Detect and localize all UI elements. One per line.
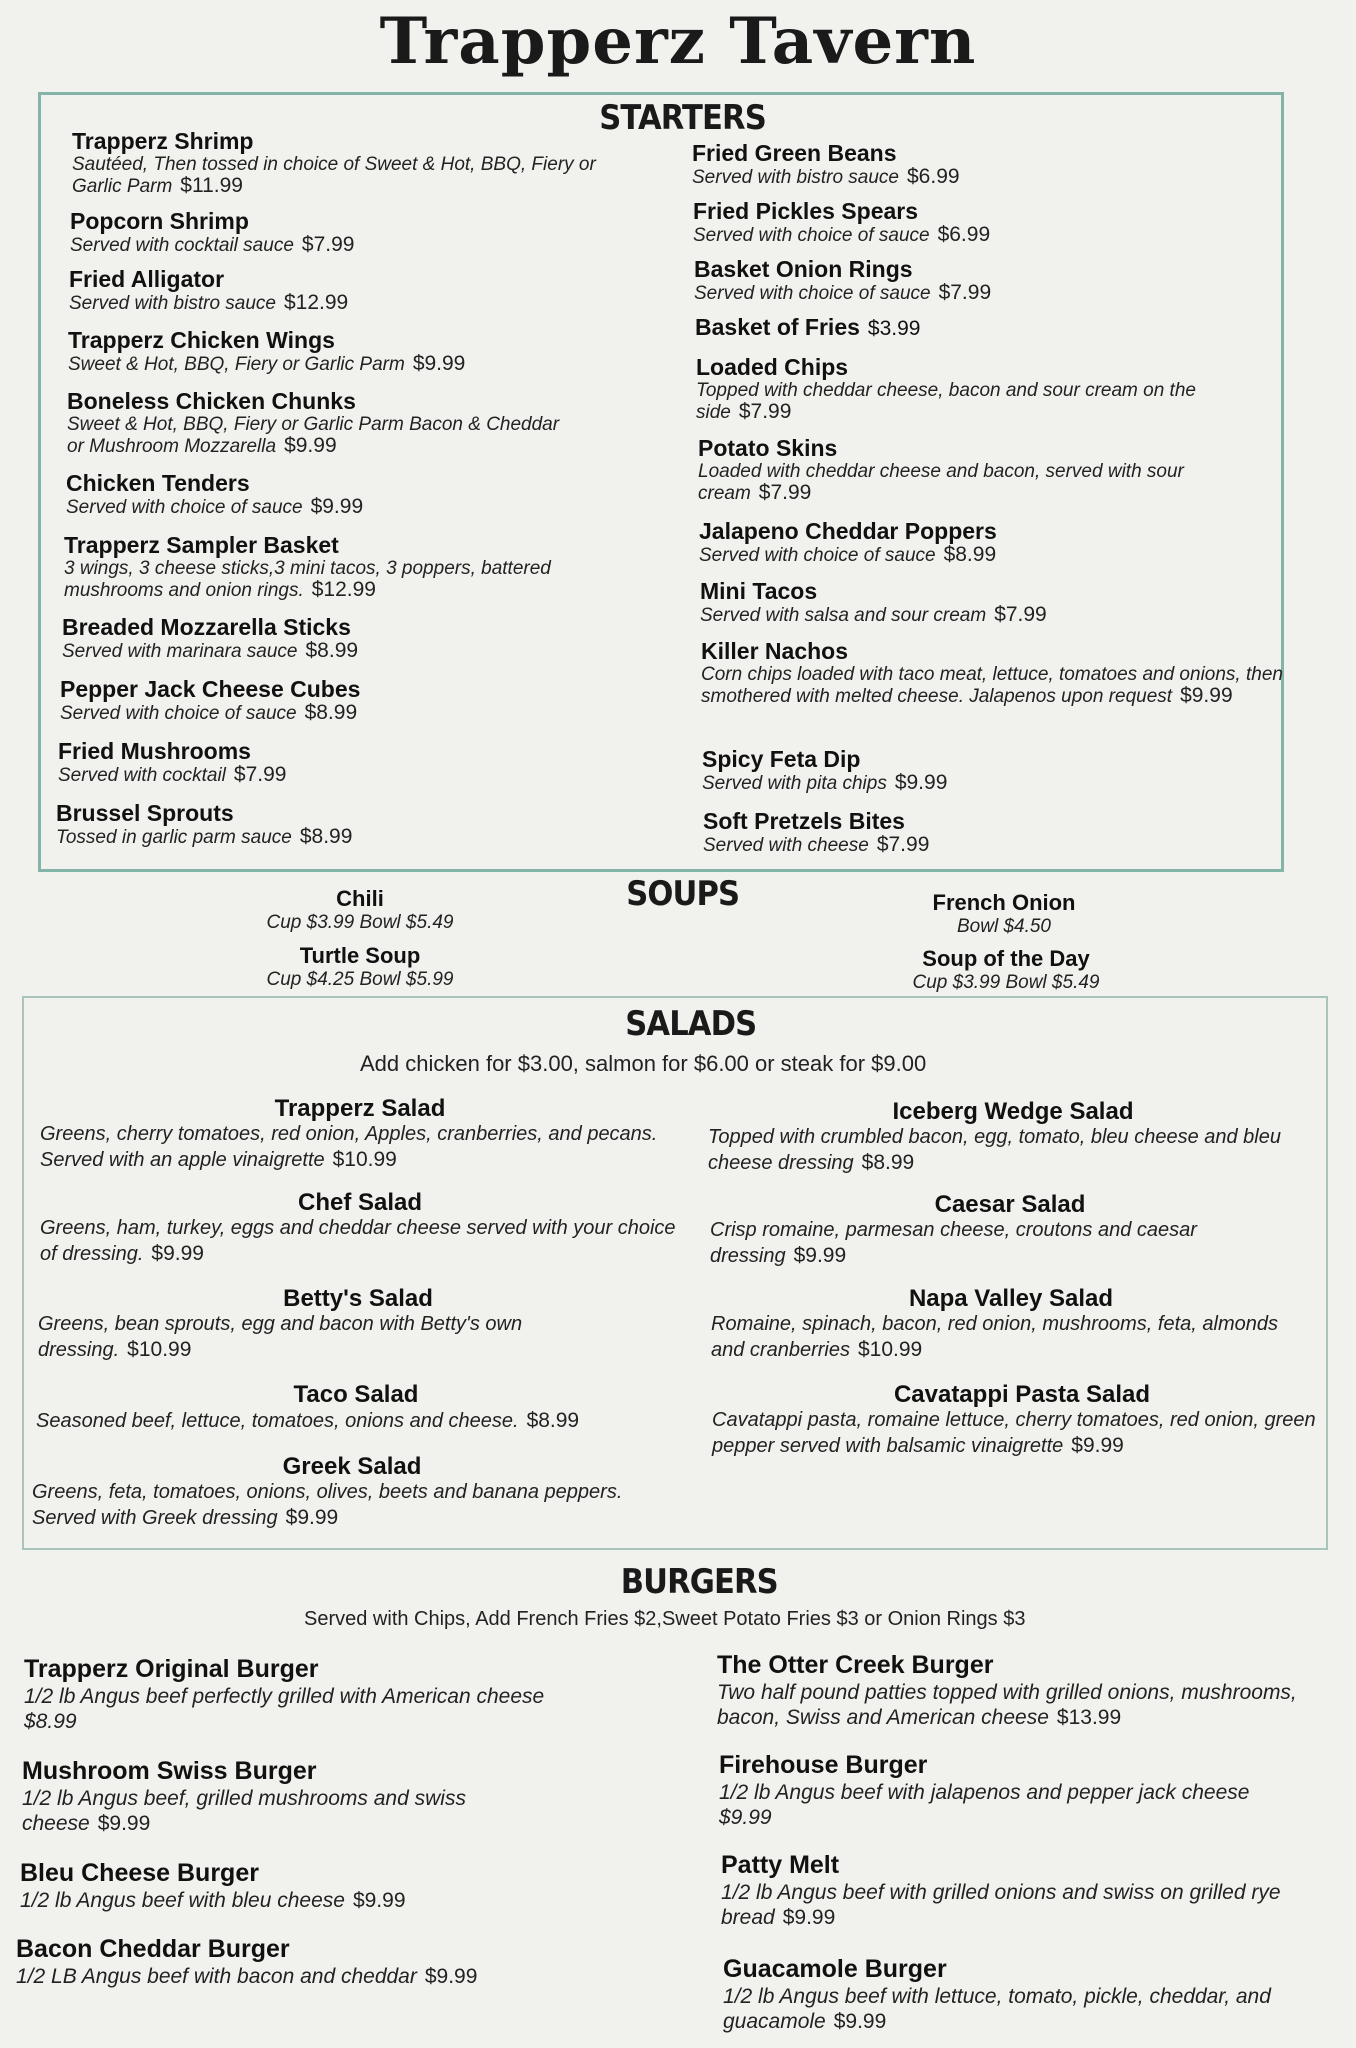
menu-item xyxy=(16,1934,656,1989)
item-desc: 1/2 LB Angus beef with bacon and cheddar xyxy=(16,1965,417,1988)
menu-item xyxy=(38,1286,678,1363)
item-desc: Served with choice of sauce xyxy=(694,283,931,304)
item-name: Fried Alligator xyxy=(69,266,225,292)
item-price: $8.99 xyxy=(299,825,353,848)
menu-item xyxy=(723,1954,1353,2034)
item-desc: 1/2 lb Angus beef with grilled onions and swiss on grilled rye bread xyxy=(721,1881,1281,1929)
item-name: Jalapeno Cheddar Poppers xyxy=(699,518,997,544)
item-name: Soup of the Day xyxy=(922,946,1090,971)
item-price: $9.99 xyxy=(284,434,337,457)
item-desc: Served with cocktail xyxy=(58,765,226,786)
item-name: Trapperz Salad xyxy=(274,1095,446,1122)
item-desc: Served with cheese xyxy=(703,835,869,856)
item-name: Trapperz Original Burger xyxy=(24,1655,319,1683)
item-name: Trapperz Sampler Basket xyxy=(64,532,339,558)
item-desc: Served with choice of sauce xyxy=(60,703,297,724)
item-desc: Cavatappi pasta, romaine lettuce, cherry tomatoes, red onion, green pepper served with balsamic vinaigrette xyxy=(712,1409,1316,1457)
item-price: $9.99 xyxy=(894,771,948,794)
item-price: $10.99 xyxy=(127,1338,192,1361)
item-name: Taco Salad xyxy=(293,1381,419,1408)
item-desc: Tossed in garlic parm sauce xyxy=(56,827,292,848)
item-price: $12.99 xyxy=(311,578,376,601)
menu-item xyxy=(712,1382,1332,1459)
item-name: Trapperz Shrimp xyxy=(72,128,254,154)
item-name: Chef Salad xyxy=(297,1189,423,1216)
item-name: Brussel Sprouts xyxy=(56,800,234,826)
item-price: $9.99 xyxy=(151,1242,204,1265)
menu-item xyxy=(702,746,1262,794)
item-price: $10.99 xyxy=(857,1338,923,1361)
item-price: $8.99 xyxy=(24,1710,77,1733)
item-desc: Crisp romaine, parmesan cheese, croutons and caesar dressing xyxy=(710,1219,1197,1267)
item-desc: Loaded with cheddar cheese and bacon, served with sour cream xyxy=(698,461,1184,504)
item-price: $8.99 xyxy=(861,1151,915,1174)
item-name: Guacamole Burger xyxy=(723,1955,947,1983)
item-name: Iceberg Wedge Salad xyxy=(892,1098,1134,1125)
item-desc: Served with marinara sauce xyxy=(62,641,298,662)
item-price: Bowl $4.50 xyxy=(956,916,1051,937)
item-desc: Sweet & Hot, BBQ, Fiery or Garlic Parm xyxy=(68,354,405,375)
item-name: Soft Pretzels Bites xyxy=(703,808,905,834)
item-price: Cup $4.25 xyxy=(266,969,355,990)
item-price: $9.99 xyxy=(1071,1434,1124,1457)
item-desc: Served with choice of sauce xyxy=(699,545,936,566)
menu-item xyxy=(711,1286,1311,1363)
menu-item xyxy=(36,1382,676,1434)
item-price: $8.99 xyxy=(305,639,359,662)
menu-item xyxy=(20,1858,650,1913)
item-price: $7.99 xyxy=(301,233,355,256)
item-price: $6.99 xyxy=(907,165,960,188)
item-desc: Served with choice of sauce xyxy=(693,225,930,246)
menu-item xyxy=(70,208,630,256)
item-name: Fried Mushrooms xyxy=(58,738,251,764)
item-desc: Served with bistro sauce xyxy=(692,167,899,188)
item-desc: 1/2 lb Angus beef with bleu cheese xyxy=(20,1889,345,1912)
item-desc: 1/2 lb Angus beef, grilled mushrooms and swiss cheese xyxy=(22,1787,466,1835)
menu-item xyxy=(708,1099,1318,1176)
burgers-sides-note: Served with Chips, Add French Fries $2,Sweet Potato Fries $3 or Onion Rings $3 xyxy=(304,1608,1026,1630)
item-price: $10.99 xyxy=(332,1148,397,1171)
item-desc: Served with salsa and sour cream xyxy=(700,605,987,626)
item-price: $9.99 xyxy=(310,495,364,518)
menu-item xyxy=(694,256,1254,304)
menu-item xyxy=(210,943,510,990)
item-price: $9.99 xyxy=(352,1889,406,1912)
menu-item xyxy=(32,1454,672,1531)
item-desc: Greens, feta, tomatoes, onions, olives, beets and banana peppers. Served with Greek dressing xyxy=(32,1481,623,1529)
item-price: $9.99 xyxy=(97,1812,151,1835)
item-desc: Served with pita chips xyxy=(702,773,887,794)
item-name: Cavatappi Pasta Salad xyxy=(893,1381,1151,1408)
menu-item xyxy=(56,800,616,848)
item-desc: 1/2 lb Angus beef perfectly grilled with American cheese xyxy=(24,1685,545,1708)
item-price: Bowl $5.49 xyxy=(359,912,454,933)
item-price: $9.99 xyxy=(782,1906,836,1929)
menu-item xyxy=(703,808,1263,856)
item-desc: Greens, ham, turkey, eggs and cheddar cheese served with your choice of dressing. xyxy=(40,1217,676,1265)
item-price: Cup $3.99 xyxy=(266,912,355,933)
item-desc: Served with cocktail sauce xyxy=(70,235,294,256)
menu-item xyxy=(721,1850,1351,1930)
menu-item xyxy=(710,1192,1310,1269)
menu-item xyxy=(62,614,622,662)
item-price: $7.99 xyxy=(994,603,1047,626)
item-name: Boneless Chicken Chunks xyxy=(67,388,356,414)
menu-item xyxy=(22,1756,542,1836)
item-desc: Corn chips loaded with taco meat, lettuce, tomatoes and onions, then smothered with melted cheese. Jalapenos upon request xyxy=(701,664,1283,707)
item-name: Potato Skins xyxy=(698,435,838,461)
item-price: $9.99 xyxy=(412,352,466,375)
item-name: Chili xyxy=(336,886,384,911)
item-price: $9.99 xyxy=(424,1965,478,1988)
item-name: Fried Pickles Spears xyxy=(693,198,919,224)
item-desc: Topped with cheddar cheese, bacon and sour cream on the side xyxy=(696,380,1196,423)
item-name: Fried Green Beans xyxy=(692,140,897,166)
menu-item xyxy=(60,676,620,724)
item-price: $8.99 xyxy=(526,1409,580,1432)
item-name: French Onion xyxy=(932,890,1076,915)
item-name: Breaded Mozzarella Sticks xyxy=(62,614,351,640)
item-price: $8.99 xyxy=(304,701,358,724)
item-name: Killer Nachos xyxy=(701,638,848,664)
burgers-heading: BURGERS xyxy=(620,1562,778,1602)
item-name: Trapperz Chicken Wings xyxy=(68,327,335,353)
item-price: $9.99 xyxy=(833,2010,887,2033)
item-name: Popcorn Shrimp xyxy=(70,208,249,234)
item-desc: Sautéed, Then tossed in choice of Sweet & Hot, BBQ, Fiery or Garlic Parm xyxy=(72,154,596,197)
item-name: Basket of Fries xyxy=(695,314,860,340)
item-price: Cup $3.99 xyxy=(912,972,1001,993)
restaurant-title: Trapperz Tavern xyxy=(379,4,977,79)
item-price: $12.99 xyxy=(284,291,349,314)
item-desc: Topped with crumbled bacon, egg, tomato, bleu cheese and bleu cheese dressing xyxy=(708,1126,1281,1174)
menu-item xyxy=(717,1650,1352,1730)
item-desc: 1/2 lb Angus beef with jalapenos and pepper jack cheese xyxy=(719,1781,1250,1804)
item-name: Bacon Cheddar Burger xyxy=(16,1935,290,1963)
item-price: $3.99 xyxy=(867,317,921,340)
menu-item xyxy=(24,1654,654,1734)
item-price: Bowl $5.49 xyxy=(1005,972,1100,993)
item-price: $9.99 xyxy=(719,1806,772,1829)
menu-item xyxy=(69,266,629,314)
soups-heading: SOUPS xyxy=(626,874,740,914)
menu-item xyxy=(719,1750,1349,1830)
item-name: Mushroom Swiss Burger xyxy=(22,1757,317,1785)
item-name: Napa Valley Salad xyxy=(908,1285,1114,1312)
item-desc: Served with choice of sauce xyxy=(66,497,303,518)
item-name: Betty's Salad xyxy=(283,1285,433,1312)
menu-item xyxy=(67,388,567,457)
item-price: $7.99 xyxy=(738,400,792,423)
item-price: $6.99 xyxy=(937,223,991,246)
item-desc: Greens, bean sprouts, egg and bacon with Betty's own dressing. xyxy=(38,1313,523,1361)
item-desc: Served with bistro sauce xyxy=(69,293,276,314)
item-name: Turtle Soup xyxy=(299,943,421,968)
menu-item xyxy=(854,890,1154,937)
item-name: Caesar Salad xyxy=(934,1191,1086,1218)
item-price: $8.99 xyxy=(943,543,997,566)
item-price: Bowl $5.99 xyxy=(359,969,454,990)
item-price: $9.99 xyxy=(1180,684,1233,707)
item-desc: Sweet & Hot, BBQ, Fiery or Garlic Parm Bacon & Cheddar or Mushroom Mozzarella xyxy=(67,414,560,457)
item-name: Loaded Chips xyxy=(696,354,849,380)
menu-item xyxy=(40,1190,680,1267)
starters-heading: STARTERS xyxy=(599,98,766,138)
item-desc: 1/2 lb Angus beef with lettuce, tomato, pickle, cheddar, and guacamole xyxy=(723,1985,1271,2033)
menu-item xyxy=(695,314,1255,342)
item-name: Firehouse Burger xyxy=(719,1751,928,1779)
item-desc: 3 wings, 3 cheese sticks,3 mini tacos, 3 poppers, battered mushrooms and onion rings. xyxy=(64,558,551,601)
item-name: Chicken Tenders xyxy=(66,470,250,496)
item-name: Greek Salad xyxy=(282,1453,422,1480)
item-desc: Two half pound patties topped with grilled onions, mushrooms, bacon, Swiss and American cheese xyxy=(717,1681,1297,1729)
menu-item xyxy=(696,354,1276,423)
menu-item xyxy=(700,578,1260,626)
salads-heading: SALADS xyxy=(625,1004,757,1044)
menu-item xyxy=(698,435,1268,504)
menu-item xyxy=(699,518,1259,566)
item-name: The Otter Creek Burger xyxy=(717,1651,994,1679)
menu-item xyxy=(58,738,618,786)
item-desc: Seasoned beef, lettuce, tomatoes, onions and cheese. xyxy=(36,1410,519,1432)
menu-item xyxy=(68,327,628,375)
menu-item xyxy=(701,638,1291,707)
item-price: $13.99 xyxy=(1056,1706,1122,1729)
item-desc: Romaine, spinach, bacon, red onion, mushrooms, feta, almonds and cranberries xyxy=(711,1313,1278,1361)
item-price: $7.99 xyxy=(233,763,287,786)
item-price: $9.99 xyxy=(793,1244,847,1267)
item-price: $7.99 xyxy=(938,281,992,304)
item-price: $9.99 xyxy=(285,1506,339,1529)
item-name: Bleu Cheese Burger xyxy=(20,1859,259,1887)
menu-item xyxy=(66,470,626,518)
menu-item xyxy=(693,198,1253,246)
menu-item xyxy=(692,140,1252,188)
item-price: $11.99 xyxy=(180,174,243,197)
menu-item xyxy=(64,532,634,601)
item-name: Patty Melt xyxy=(721,1851,840,1879)
item-name: Pepper Jack Cheese Cubes xyxy=(60,676,361,702)
salads-addon-note: Add chicken for $3.00, salmon for $6.00 or steak for $9.00 xyxy=(360,1051,927,1076)
menu-item xyxy=(40,1096,680,1173)
item-price: $7.99 xyxy=(876,833,930,856)
item-desc: Greens, cherry tomatoes, red onion, Apples, cranberries, and pecans. Served with an apple vinaigrette xyxy=(40,1123,658,1171)
item-name: Basket Onion Rings xyxy=(694,256,913,282)
menu-item xyxy=(72,128,632,197)
item-name: Mini Tacos xyxy=(700,578,818,604)
menu-item xyxy=(210,886,510,933)
menu-item xyxy=(856,946,1156,993)
item-name: Spicy Feta Dip xyxy=(702,746,861,772)
item-price: $7.99 xyxy=(758,481,812,504)
